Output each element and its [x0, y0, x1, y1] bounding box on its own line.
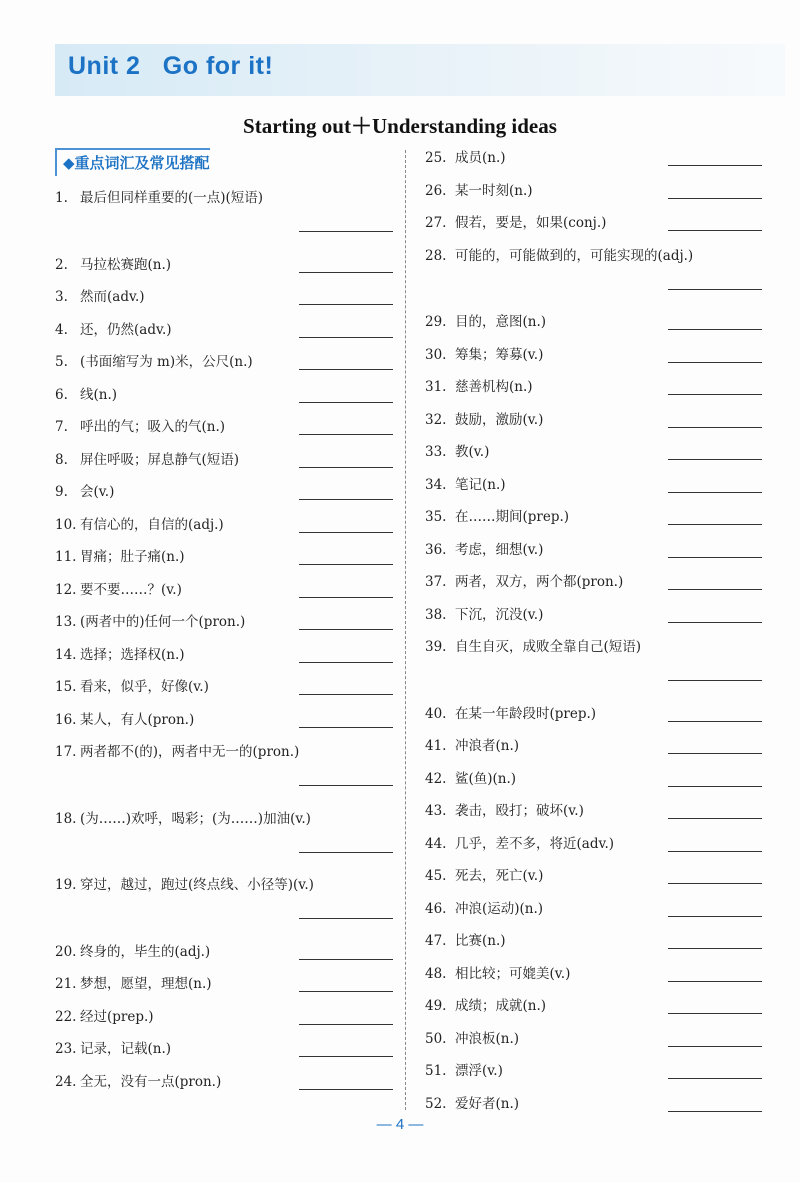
answer-blank[interactable] [299, 369, 393, 370]
item-prompt: 呼出的气；吸入的气(n.) [80, 419, 226, 435]
answer-blank[interactable] [299, 785, 393, 786]
answer-blank[interactable] [668, 818, 762, 819]
item-number: 24. [55, 1073, 77, 1090]
item-number: 2. [55, 256, 68, 273]
answer-blank[interactable] [668, 362, 762, 363]
item-prompt: 比赛(n.) [455, 933, 506, 949]
item-prompt: 还，仍然(adv.) [80, 321, 172, 338]
answer-blank[interactable] [668, 622, 762, 623]
item-prompt: 全无，没有一点(pron.) [80, 1073, 222, 1090]
item-prompt: 鼓励，激励(v.) [455, 411, 544, 428]
answer-blank[interactable] [299, 532, 393, 533]
item-number: 7. [55, 419, 68, 435]
answer-blank[interactable] [668, 289, 762, 290]
answer-blank[interactable] [299, 694, 393, 695]
item-number: 44. [425, 835, 447, 852]
item-number: 13. [55, 614, 77, 630]
item-number: 23. [55, 1041, 77, 1057]
answer-blank[interactable] [299, 629, 393, 630]
item-number: 9. [55, 484, 68, 500]
item-prompt: 然而(adv.) [80, 289, 145, 305]
answer-blank[interactable] [668, 786, 762, 787]
page-title: Starting out＋Understanding ideas [243, 114, 557, 138]
column-divider [405, 150, 406, 1110]
answer-blank[interactable] [668, 981, 762, 982]
item-prompt: 冲浪者(n.) [455, 738, 520, 754]
item-number: 38. [425, 606, 447, 623]
answer-blank[interactable] [668, 589, 762, 590]
page-number: — 4 — [376, 1116, 424, 1133]
item-prompt: 相比较；可媲美(v.) [455, 965, 571, 982]
item-prompt: 会(v.) [80, 484, 115, 500]
answer-blank[interactable] [299, 918, 393, 919]
item-number: 19. [55, 877, 77, 893]
answer-blank[interactable] [668, 524, 762, 525]
item-number: 8. [55, 451, 68, 468]
item-number: 49. [425, 998, 447, 1014]
item-number: 43. [425, 803, 447, 819]
item-prompt: 某人，有人(pron.) [80, 711, 195, 728]
answer-blank[interactable] [668, 1111, 762, 1112]
answer-blank[interactable] [299, 467, 393, 468]
answer-blank[interactable] [299, 499, 393, 500]
item-number: 14. [55, 646, 77, 663]
answer-blank[interactable] [299, 959, 393, 960]
item-number: 1. [55, 190, 68, 206]
item-number: 10. [55, 516, 77, 533]
answer-blank[interactable] [668, 329, 762, 330]
item-prompt: (为……)欢呼，喝彩；(为……)加油(v.) [80, 810, 311, 827]
answer-blank[interactable] [668, 394, 762, 395]
item-prompt: 有信心的，自信的(adj.) [80, 516, 224, 533]
item-prompt: 鲨(鱼)(n.) [455, 770, 517, 787]
item-prompt: 慈善机构(n.) [455, 379, 533, 395]
item-prompt: 目的，意图(n.) [455, 314, 547, 330]
item-prompt: 在某一年龄段时(prep.) [455, 705, 597, 722]
item-prompt: 冲浪(运动)(n.) [455, 900, 544, 917]
item-number: 39. [425, 639, 447, 655]
answer-blank[interactable] [299, 304, 393, 305]
answer-blank[interactable] [668, 198, 762, 199]
item-prompt: 袭击，殴打；破坏(v.) [455, 803, 584, 819]
answer-blank[interactable] [668, 1046, 762, 1047]
item-number: 50. [425, 1030, 447, 1047]
item-number: 15. [55, 679, 77, 695]
item-prompt: 某一时刻(n.) [455, 182, 533, 199]
item-prompt: 成员(n.) [455, 150, 506, 166]
item-prompt: 两者都不(的)，两者中无一的(pron.) [80, 744, 300, 760]
item-number: 3. [55, 289, 68, 305]
answer-blank[interactable] [299, 402, 393, 403]
item-prompt: 漂浮(v.) [455, 1063, 503, 1079]
answer-blank[interactable] [299, 564, 393, 565]
item-number: 18. [55, 810, 77, 827]
item-number: 46. [425, 900, 447, 917]
item-number: 30. [425, 346, 447, 363]
item-number: 5. [55, 354, 68, 370]
item-number: 47. [425, 933, 447, 949]
item-number: 25. [425, 150, 447, 166]
unit-heading [68, 52, 273, 81]
item-prompt: 筹集；筹募(v.) [455, 346, 544, 363]
item-number: 20. [55, 943, 77, 960]
answer-blank[interactable] [299, 727, 393, 728]
item-prompt: 两者，双方，两个都(pron.) [455, 574, 624, 590]
item-number: 4. [55, 321, 68, 338]
item-number: 6. [55, 386, 68, 403]
item-number: 11. [55, 549, 77, 565]
item-number: 51. [425, 1063, 447, 1079]
answer-blank[interactable] [299, 1056, 393, 1057]
answer-blank[interactable] [668, 492, 762, 493]
answer-blank[interactable] [668, 753, 762, 754]
item-number: 21. [55, 976, 77, 992]
item-prompt: 几乎，差不多，将近(adv.) [455, 835, 615, 852]
item-prompt: 屏住呼吸；屏息静气(短语) [80, 451, 240, 468]
item-prompt: 教(v.) [455, 444, 490, 460]
item-prompt: 死去，死亡(v.) [455, 868, 544, 884]
item-number: 16. [55, 711, 77, 728]
answer-blank[interactable] [668, 851, 762, 852]
answer-blank[interactable] [668, 680, 762, 681]
answer-blank[interactable] [668, 459, 762, 460]
item-number: 45. [425, 868, 447, 884]
answer-blank[interactable] [299, 434, 393, 435]
item-prompt: 终身的，毕生的(adj.) [80, 943, 211, 960]
answer-blank[interactable] [299, 662, 393, 663]
unit-number: Unit 2 [68, 52, 141, 80]
item-number: 12. [55, 581, 77, 598]
item-prompt: 梦想，愿望，理想(n.) [80, 976, 212, 992]
item-number: 48. [425, 965, 447, 982]
answer-blank[interactable] [668, 916, 762, 917]
item-prompt: 穿过，越过，跑过(终点线、小径等)(v.) [80, 877, 314, 893]
item-prompt: (两者中的)任何一个(pron.) [80, 614, 246, 630]
item-number: 37. [425, 574, 447, 590]
item-prompt: 马拉松赛跑(n.) [80, 256, 172, 273]
item-prompt: 可能的，可能做到的，可能实现的(adj.) [455, 247, 694, 264]
answer-blank[interactable] [668, 427, 762, 428]
item-prompt: 胃痛；肚子痛(n.) [80, 549, 185, 565]
answer-blank[interactable] [299, 231, 393, 232]
answer-blank[interactable] [668, 883, 762, 884]
answer-blank[interactable] [299, 852, 393, 853]
answer-blank[interactable] [299, 337, 393, 338]
item-number: 32. [425, 411, 447, 428]
item-prompt: 记录，记载(n.) [80, 1041, 172, 1057]
item-prompt: 成绩；成就(n.) [455, 998, 547, 1014]
item-prompt: 选择；选择权(n.) [80, 646, 185, 663]
item-prompt: 在……期间(prep.) [455, 509, 570, 525]
item-number: 31. [425, 379, 447, 395]
item-prompt: 假若，要是，如果(conj.) [455, 215, 607, 231]
item-prompt: 下沉，沉没(v.) [455, 606, 544, 623]
answer-blank[interactable] [299, 1089, 393, 1090]
item-number: 22. [55, 1008, 77, 1025]
item-number: 17. [55, 744, 77, 760]
item-number: 52. [425, 1095, 447, 1112]
answer-blank[interactable] [668, 1013, 762, 1014]
item-number: 42. [425, 770, 447, 787]
item-prompt: 经过(prep.) [80, 1008, 154, 1025]
diamond-icon: ◆ [63, 154, 75, 172]
item-prompt: 自生自灭，成败全靠自己(短语) [455, 639, 642, 655]
unit-title: Go for it! [162, 52, 274, 80]
item-number: 36. [425, 541, 447, 558]
item-number: 29. [425, 314, 447, 330]
answer-blank[interactable] [299, 272, 393, 273]
item-prompt: 冲浪板(n.) [455, 1030, 520, 1047]
answer-blank[interactable] [668, 557, 762, 558]
answer-blank[interactable] [668, 230, 762, 231]
section-label: 重点词汇及常见搭配 [74, 154, 210, 172]
item-number: 26. [425, 182, 447, 199]
item-number: 34. [425, 476, 447, 493]
item-prompt: 最后但同样重要的(一点)(短语) [80, 190, 264, 206]
answer-blank[interactable] [299, 597, 393, 598]
item-prompt: 笔记(n.) [455, 476, 506, 493]
item-number: 28. [425, 247, 447, 264]
answer-blank[interactable] [668, 721, 762, 722]
item-number: 41. [425, 738, 447, 754]
section-heading [55, 148, 210, 176]
item-prompt: 要不要……？(v.) [80, 581, 182, 598]
answer-blank[interactable] [668, 1078, 762, 1079]
item-prompt: (书面缩写为 m)米，公尺(n.) [80, 354, 253, 370]
item-number: 33. [425, 444, 447, 460]
item-number: 35. [425, 509, 447, 525]
item-prompt: 考虑，细想(v.) [455, 541, 544, 558]
item-prompt: 爱好者(n.) [455, 1095, 520, 1112]
item-prompt: 线(n.) [80, 386, 118, 403]
answer-blank[interactable] [299, 991, 393, 992]
item-number: 40. [425, 705, 447, 722]
answer-blank[interactable] [299, 1024, 393, 1025]
answer-blank[interactable] [668, 165, 762, 166]
answer-blank[interactable] [668, 948, 762, 949]
item-prompt: 看来，似乎，好像(v.) [80, 679, 209, 695]
item-number: 27. [425, 215, 447, 231]
